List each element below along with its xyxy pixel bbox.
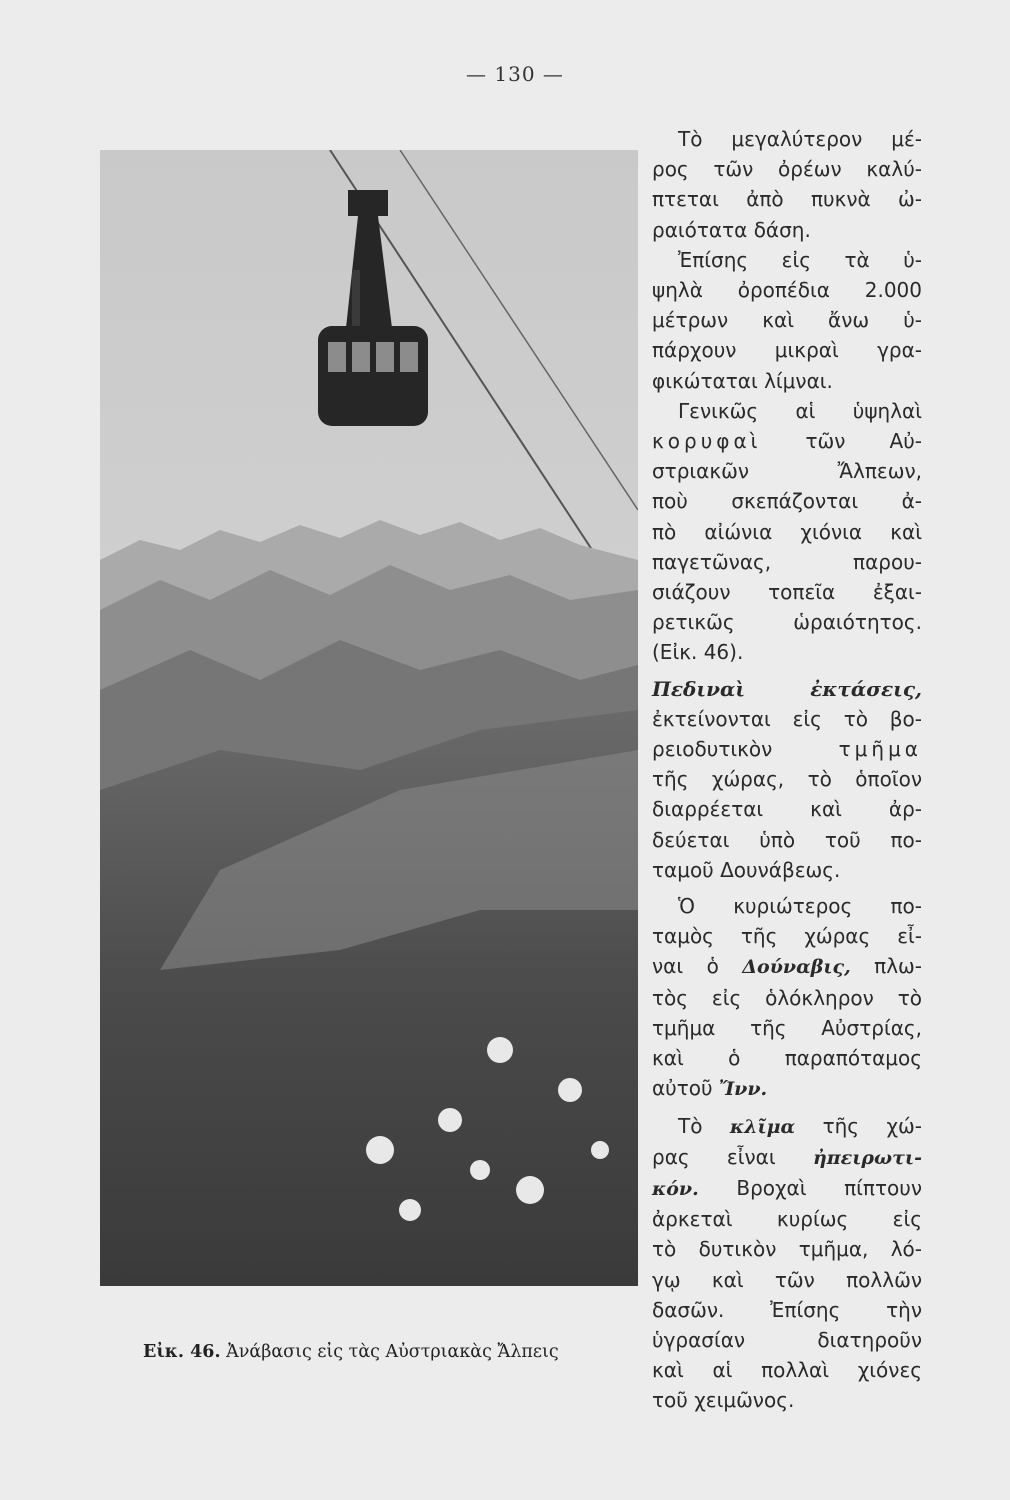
text-line [652,734,922,764]
section-heading-plains: Πεδιναὶ ἐκτάσεις, [652,676,922,701]
text-fragment: Τὸ [678,1113,703,1138]
text-line: Τὸ μεγαλύτερον μέ- [678,127,922,151]
figure-number: Εἰκ. 46. [143,1342,221,1362]
text-line: πάρχουν μικραὶ γρα- [652,338,922,363]
text-line: ὑγρασίαν διατηροῦν [652,1327,922,1352]
paragraph-climate [652,1111,922,1416]
text-fragment: ρειοδυτικὸν [652,737,773,762]
text-line: Γενικῶς αἱ ὑψηλαὶ [678,398,922,423]
text-line: δασῶν. Ἐπίσης τὴν [652,1297,922,1322]
text-fragment: τῶν Αὐ- [805,429,922,454]
text-line: καὶ αἱ πολλαὶ χιόνες [652,1358,922,1383]
text-line: ρετικῶς ὡραιότητος. [652,610,922,635]
page-number: — 130 — [466,62,564,86]
text-line: ταμοῦ Δουνάβεως. [652,857,841,882]
text-line [652,951,922,982]
text-line: ταμὸς τῆς χώρας εἶ- [652,924,922,949]
text-line: τῆς χώρας, τὸ ὁποῖον [652,767,922,792]
paragraph-danube [652,891,922,1104]
text-line: ραιότατα δάση. [652,217,811,242]
emphasis-inn: Ἴνν. [718,1078,768,1101]
paragraph-plains [652,674,922,885]
text-line: διαρρέεται καὶ ἀρ- [652,797,922,822]
text-line: ψηλὰ ὀροπέδια 2.000 [652,278,922,303]
photo-illustration [100,150,638,1286]
text-line: Ὁ κυριώτερος πο- [678,894,922,919]
emphasis-climate: κλῖμα [729,1115,796,1138]
cable-car-alps-photo [100,150,638,1286]
text-line: τμῆμα τῆς Αὐστρίας, [652,1015,922,1040]
emphasis-danube: Δούναβις, [742,956,851,979]
text-line: καὶ ὁ παραπόταμος [652,1046,922,1071]
text-line: γῳ καὶ τῶν πολλῶν [652,1267,922,1292]
text-line: πτεται ἀπὸ πυκνὰ ὠ- [652,187,922,212]
text-line [652,1111,922,1142]
text-line: παγετῶνας, παρου- [652,549,922,574]
text-fragment: Βροχαὶ πίπτουν [736,1175,922,1200]
text-fragment: πλω- [874,954,923,979]
text-line: ποὺ σκεπάζονται ἀ- [652,489,922,514]
text-fragment: τῆς χώ- [822,1113,922,1138]
paragraph-peaks [652,396,922,668]
paragraph-forests [652,124,922,245]
figure-caption [143,1342,559,1362]
text-line: μέτρων καὶ ἄνω ὑ- [652,308,922,333]
text-line: τὸ δυτικὸν τμῆμα, λό- [652,1237,922,1262]
text-line: ἀρκεταὶ κυρίως εἰς [652,1207,922,1232]
text-column [652,124,922,1416]
text-line: τὸς εἰς ὁλόκληρον τὸ [652,985,922,1010]
text-line: ἐκτείνονται εἰς τὸ βο- [652,706,922,731]
text-line: ρος τῶν ὀρέων καλύ- [652,157,922,182]
emphasis-continental-end: κόν. [652,1177,699,1200]
paragraph-lakes [652,245,922,396]
text-line: σιάζουν τοπεῖα ἐξαι- [652,580,922,605]
figure-caption-text: Ἀνάβασις εἰς τὰς Αὐστριακὰς Ἄλπεις [226,1342,559,1362]
text-fragment: ρας εἶναι [652,1144,776,1169]
emphasis-continental: ἠπειρωτι- [812,1146,922,1169]
text-line [652,426,922,456]
text-line: τοῦ χειμῶνος. [652,1388,795,1413]
spaced-word: κορυφαὶ [652,429,762,454]
text-fragment: αὐτοῦ [652,1076,713,1101]
spaced-word: τμῆμα [838,737,922,762]
text-line: στριακῶν Ἄλπεων, [652,459,922,484]
text-line: φικώταται λίμναι. [652,368,833,393]
text-fragment: ναι ὁ [652,954,719,979]
text-line: δεύεται ὑπὸ τοῦ πο- [652,827,922,852]
text-line: Ἐπίσης εἰς τὰ ὑ- [678,247,922,272]
text-line: πὸ αἰώνια χιόνια καὶ [652,519,922,544]
text-line [652,1173,922,1204]
text-line [652,1142,922,1173]
text-line: (Εἰκ. 46). [652,640,744,665]
text-line [652,1073,922,1104]
